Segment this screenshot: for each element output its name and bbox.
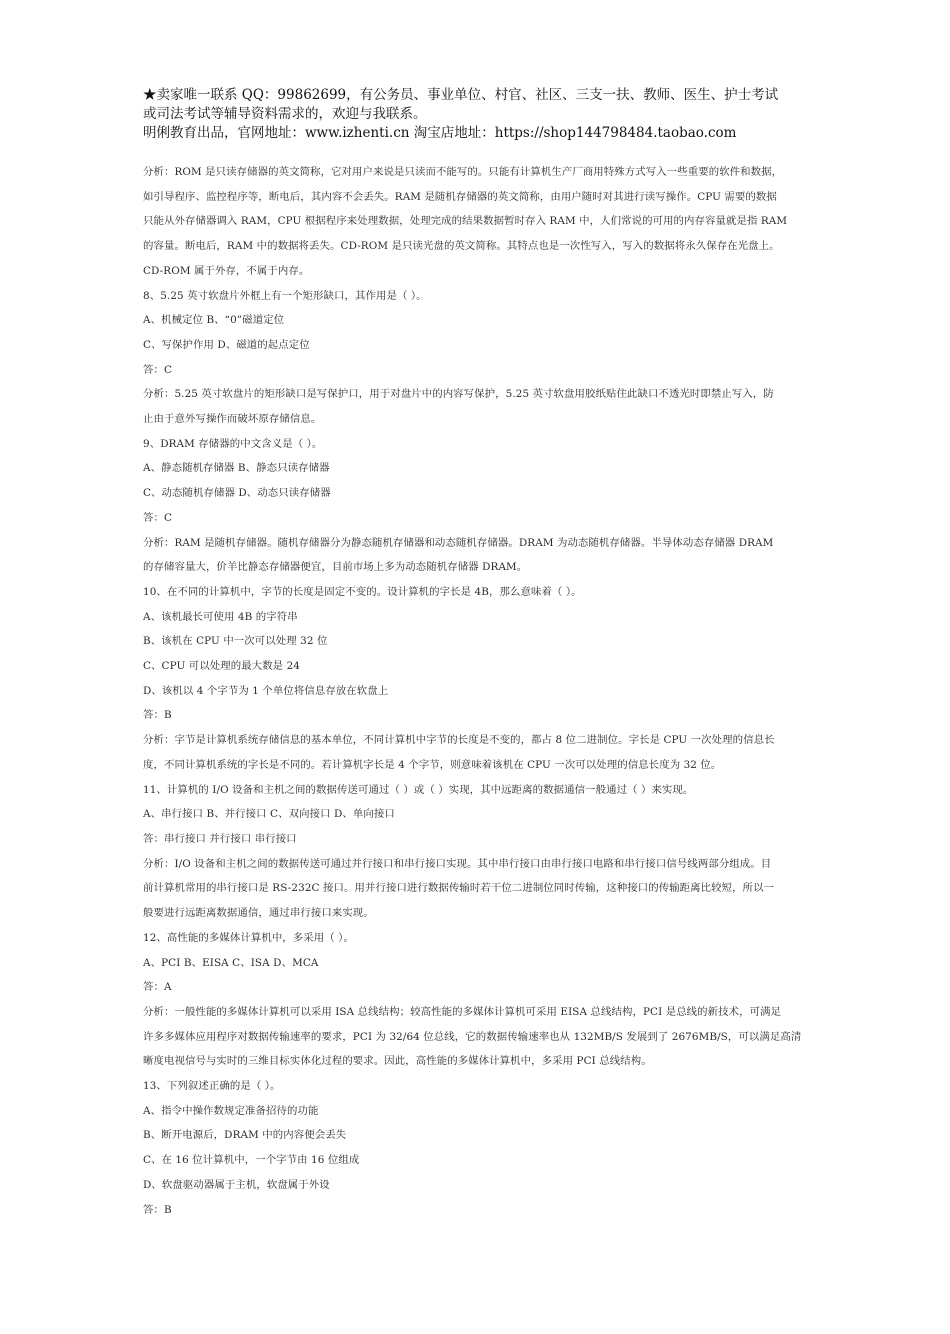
text-line: A、机械定位 B、“0”磁道定位 (143, 314, 285, 327)
text-paragraph (143, 951, 808, 976)
text-paragraph (143, 382, 808, 431)
text-line: 分析：ROM 是只读存储器的英文简称，它对用户来说是只读而不能写的。只能有计算机生产厂商用特殊方式写入一些重要的软件和数据， (143, 166, 783, 178)
text-paragraph (143, 1198, 808, 1223)
text-paragraph (143, 778, 808, 803)
text-line: B、该机在 CPU 中一次可以处理 32 位 (143, 635, 328, 648)
text-paragraph (143, 481, 808, 506)
text-line: 许多多媒体应用程序对数据传输速率的要求，PCI 为 32/64 位总线，它的数据传输速率也从 132MB/S 发展到了 2676MB/S，可以满足高清 (143, 1030, 802, 1043)
text-paragraph (143, 580, 808, 605)
text-paragraph (143, 308, 808, 333)
text-line: 般要进行远距离数据通信，通过串行接口来实现。 (143, 907, 374, 920)
text-line: 答：A (143, 981, 172, 994)
text-paragraph (143, 728, 808, 777)
text-line: CD-ROM 属于外存，不属于内存。 (143, 264, 310, 277)
text-line: 止由于意外写操作而破坏原存储信息。 (143, 413, 322, 426)
text-paragraph (143, 531, 808, 580)
text-paragraph (143, 703, 808, 728)
question-content (143, 160, 808, 1222)
text-paragraph (143, 1000, 808, 1074)
text-line: 度，不同计算机系统的字长是不同的。若计算机字长是 4 个字节，则意味着该机在 CPU 一次可以处理的信息长度为 32 位。 (143, 758, 722, 771)
text-paragraph (143, 1148, 808, 1173)
text-line: 10、在不同的计算机中，字节的长度是固定不变的。设计算机的字长是 4B，那么意味着（ ）。 (143, 585, 582, 598)
text-line: 8、5.25 英寸软盘片外框上有一个矩形缺口，其作用是（ ）。 (143, 289, 427, 302)
text-paragraph (143, 605, 808, 630)
text-paragraph (143, 284, 808, 309)
text-paragraph (143, 333, 808, 358)
text-line: A、静态随机存储器 B、静态只读存储器 (143, 462, 330, 475)
text-paragraph (143, 506, 808, 531)
text-paragraph (143, 1099, 808, 1124)
text-line: 只能从外存储器调入 RAM，CPU 根据程序来处理数据，处理完成的结果数据暂时存入 RAM 中，人们常说的可用的内存容量就是指 RAM (143, 215, 788, 228)
text-line: 答：串行接口 并行接口 串行接口 (143, 832, 297, 845)
text-line: C、在 16 位计算机中，一个字节由 16 位组成 (143, 1154, 360, 1167)
text-paragraph (143, 1123, 808, 1148)
text-line: D、该机以 4 个字节为 1 个单位将信息存放在软盘上 (143, 684, 389, 697)
text-line: 11、计算机的 I/O 设备和主机之间的数据传送可通过（ ）或（ ）实现，其中远距离的数据通信一般通过（ ）来实现。 (143, 783, 694, 796)
text-paragraph (143, 629, 808, 654)
text-line: C、写保护作用 D、磁道的起点定位 (143, 338, 310, 351)
text-line: 前计算机常用的串行接口是 RS-232C 接口。用并行接口进行数据传输时若干位二进制位同时传输，这种接口的传输距离比较短，所以一 (143, 882, 775, 895)
text-line: 答：B (143, 709, 172, 722)
text-line: D、软盘驱动器属于主机，软盘属于外设 (143, 1178, 330, 1191)
text-line: 13、下列叙述正确的是（ ）。 (143, 1080, 281, 1093)
header-line-websites: 明俐教育出品，官网地址：www.izhenti.cn 淘宝店地址：https://shop144798484.taobao.com (143, 125, 737, 141)
text-line: 分析：I/O 设备和主机之间的数据传送可通过并行接口和串行接口实现。其中串行接口由串行接口电路和串行接口信号线两部分组成。目 (143, 857, 772, 870)
text-line: 分析：5.25 英寸软盘片的矩形缺口是写保护口，用于对盘片中的内容写保护，5.25 英寸软盘用胶纸贴住此缺口不透光时即禁止写入，防 (143, 388, 774, 401)
text-line: A、该机最长可使用 4B 的字符串 (143, 610, 298, 623)
text-line: C、动态随机存储器 D、动态只读存储器 (143, 487, 331, 500)
text-line: 答：B (143, 1203, 172, 1216)
text-line: 分析：字节是计算机系统存储信息的基本单位，不同计算机中字节的长度是不变的，都占 8 位二进制位。字长是 CPU 一次处理的信息长 (143, 734, 775, 747)
text-line: 答：C (143, 511, 173, 524)
text-line: 答：C (143, 363, 173, 376)
text-paragraph (143, 1173, 808, 1198)
text-line: C、CPU 可以处理的最大数是 24 (143, 660, 300, 673)
text-paragraph (143, 802, 808, 827)
text-line: 分析：一般性能的多媒体计算机可以采用 ISA 总线结构；较高性能的多媒体计算机可采用 EISA 总线结构，PCI 是总线的新技术，可满足 (143, 1005, 782, 1018)
text-line: 分析：RAM 是随机存储器。随机存储器分为静态随机存储器和动态随机存储器。DRAM 为动态随机存储器。半导体动态存储器 DRAM (143, 536, 774, 549)
text-paragraph (143, 160, 808, 284)
text-paragraph (143, 827, 808, 852)
header-line-contact: ★卖家唯一联系 QQ：99862699，有公务员、事业单位、村官、社区、三支一扶、教师、医生、护士考试 (143, 87, 779, 103)
text-paragraph (143, 852, 808, 926)
text-line: 的容量。断电后，RAM 中的数据将丢失。CD-ROM 是只读光盘的英文简称。其特点也是一次性写入，写入的数据将永久保存在光盘上。 (143, 240, 780, 253)
text-line: 如引导程序、监控程序等，断电后，其内容不会丢失。RAM 是随机存储器的英文简称，由用户随时对其进行读写操作。CPU 需要的数据 (143, 190, 777, 203)
text-paragraph (143, 654, 808, 679)
text-line: 的存储容量大，价羊比静态存储器便宜，目前市场上多为动态随机存储器 DRAM。 (143, 561, 528, 574)
text-line: 9、DRAM 存储器的中文含义是（ ）。 (143, 437, 323, 450)
text-paragraph (143, 1074, 808, 1099)
text-line: 晰度电视信号与实时的三维目标实体化过程的要求。因此，高性能的多媒体计算机中，多采用 PCI 总线结构。 (143, 1055, 652, 1068)
text-paragraph (143, 926, 808, 951)
text-paragraph (143, 679, 808, 704)
text-paragraph (143, 456, 808, 481)
text-line: A、指令中操作数规定准备招待的功能 (143, 1104, 319, 1117)
text-line: A、PCI B、EISA C、ISA D、MCA (143, 956, 319, 969)
header-line-invite: 或司法考试等辅导资料需求的，欢迎与我联系。 (143, 106, 427, 122)
text-paragraph (143, 432, 808, 457)
text-line: A、串行接口 B、并行接口 C、双向接口 D、单向接口 (143, 808, 395, 821)
text-line: 12、高性能的多媒体计算机中，多采用（ ）。 (143, 931, 354, 944)
text-paragraph (143, 358, 808, 383)
seller-header (143, 86, 823, 143)
text-paragraph (143, 975, 808, 1000)
text-line: B、断开电源后，DRAM 中的内容便会丢失 (143, 1129, 347, 1142)
